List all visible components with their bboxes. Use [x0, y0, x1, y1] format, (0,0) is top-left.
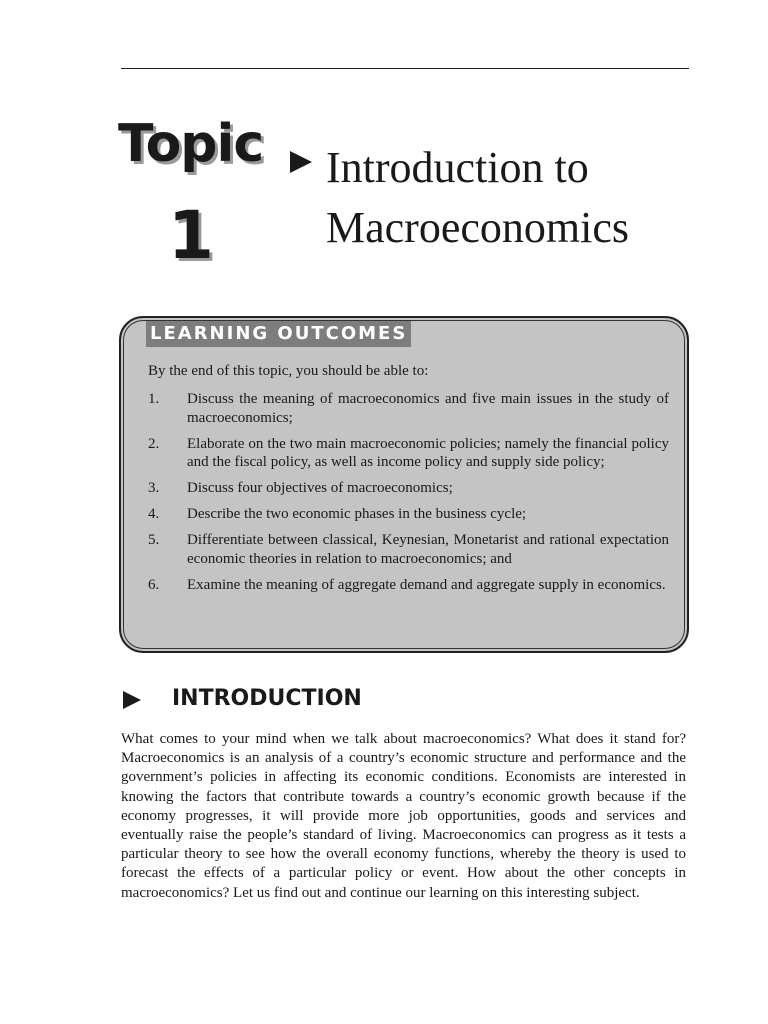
list-item-text: Examine the meaning of aggregate demand and aggregate supply in economics.: [187, 576, 666, 593]
list-item: [148, 479, 669, 498]
list-item: [148, 390, 669, 427]
learning-outcomes-list: [148, 390, 669, 602]
right-triangle-icon: [288, 149, 314, 175]
right-triangle-icon: [121, 689, 143, 711]
page-title: [326, 138, 706, 258]
learning-outcomes-heading: LEARNING OUTCOMES: [146, 321, 411, 347]
list-item-number: 4.: [148, 506, 160, 522]
list-item: [148, 576, 669, 595]
section-heading: INTRODUCTION: [172, 686, 362, 711]
topic-number: 1: [168, 197, 214, 274]
list-item-text: Discuss four objectives of macroeconomics;: [187, 480, 453, 496]
list-item-number: 1.: [148, 391, 160, 407]
list-item: [148, 505, 669, 524]
list-item-number: 2.: [148, 435, 160, 452]
top-rule: [121, 68, 689, 69]
list-item: [148, 531, 669, 568]
introduction-paragraph: What comes to your mind when we talk about macroeconomics? What does it stand for? Macroeconomics is an analysis of a country’s economic structure and performance and the government’s policies in affecting its economic conditions. Economists are interested in knowing the factors that contribute towards a country’s economic growth because if the economy progresses, it will provide more job opportunities, goods and services and eventually raise the people’s standard of living. Macroeconomics can progress as it tests a particular theory to see how the overall economy functions, whereby the theory is used to forecast the effects of a particular policy or event. How about the other concepts in macroeconomics? Let us find out and continue our learning on this interesting subject.: [121, 731, 686, 901]
list-item-text: Discuss the meaning of macroeconomics and five main issues in the study of macroeconomics;: [187, 391, 669, 426]
list-item-number: 3.: [148, 480, 160, 496]
list-item-text: Elaborate on the two main macroeconomic policies; namely the financial policy and the fiscal policy, as well as income policy and supply side policy;: [187, 435, 669, 470]
learning-outcomes-intro: By the end of this topic, you should be able to:: [148, 363, 429, 379]
topic-label: Topic: [118, 114, 264, 174]
title-line-2: Macroeconomics: [326, 203, 629, 252]
list-item-number: 6.: [148, 576, 160, 593]
list-item-number: 5.: [148, 532, 160, 548]
list-item-text: Differentiate between classical, Keynesian, Monetarist and rational expectation economic theories in relation to macroeconomics; and: [187, 532, 669, 567]
title-line-1: Introduction to: [326, 143, 589, 192]
list-item-text: Describe the two economic phases in the business cycle;: [187, 506, 527, 522]
list-item: [148, 435, 669, 472]
